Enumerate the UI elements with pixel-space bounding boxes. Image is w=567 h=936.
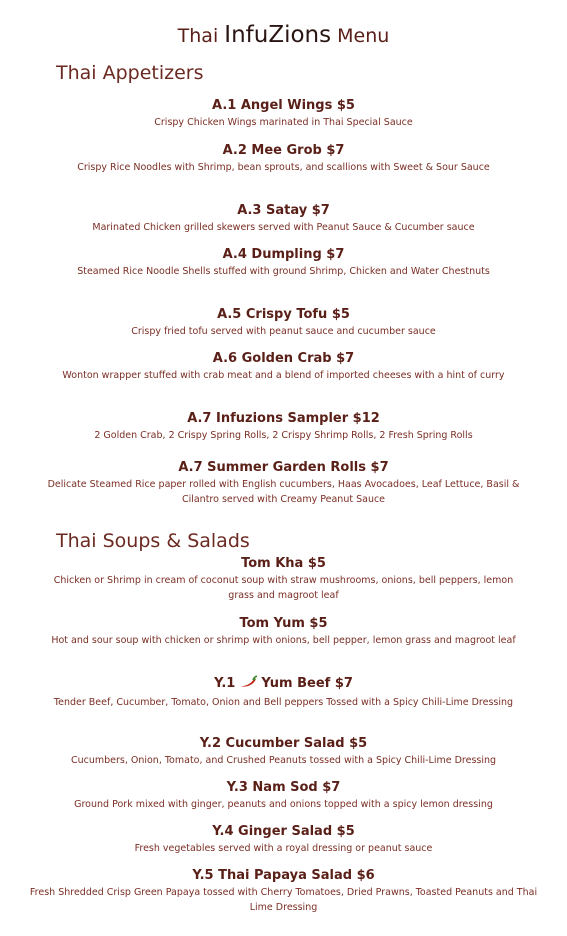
menu-item <box>40 410 527 443</box>
item-description: Wonton wrapper stuffed with crab meat and a blend of imported cheeses with a hint of curry <box>62 370 505 381</box>
menu-title <box>0 22 567 48</box>
menu-item <box>40 823 527 856</box>
item-description: Crispy Rice Noodles with Shrimp, bean sprouts, and scallions with Sweet & Sour Sauce <box>77 162 490 173</box>
item-description: Crispy fried tofu served with peanut sauce and cucumber sauce <box>131 326 436 337</box>
item-description: Ground Pork mixed with ginger, peanuts and onions topped with a spicy lemon dressing <box>74 799 493 810</box>
menu-item <box>40 246 527 279</box>
item-code: Y.1 <box>214 676 236 691</box>
item-description: Steamed Rice Noodle Shells stuffed with ground Shrimp, Chicken and Water Chestnuts <box>77 266 490 277</box>
menu-item <box>40 555 527 603</box>
item-name: Y.2 Cucumber Salad $5 <box>199 736 368 751</box>
menu-title-prefix: Thai <box>177 25 219 47</box>
item-name: A.7 Infuzions Sampler $12 <box>187 411 380 426</box>
menu-item <box>40 97 527 130</box>
chili-pepper-icon <box>238 675 258 694</box>
item-description: Crispy Chicken Wings marinated in Thai Special Sauce <box>154 117 413 128</box>
soups-salads-heading: Thai Soups & Salads <box>56 530 250 552</box>
item-name: Y.3 Nam Sod $7 <box>226 780 341 795</box>
item-description: Fresh vegetables served with a royal dressing or peanut sauce <box>134 843 433 854</box>
item-name: A.5 Crispy Tofu $5 <box>217 307 350 322</box>
menu-item <box>40 350 527 383</box>
item-description: Tender Beef, Cucumber, Tomato, Onion and Bell peppers Tossed with a Spicy Chili-Lime Dressing <box>53 697 514 708</box>
item-name: Y.5 Thai Papaya Salad $6 <box>192 868 375 883</box>
item-name: Tom Yum $5 <box>239 616 328 631</box>
item-description: Cucumbers, Onion, Tomato, and Crushed Peanuts tossed with a Spicy Chili-Lime Dressing <box>70 755 497 766</box>
item-name: A.7 Summer Garden Rolls $7 <box>178 460 389 475</box>
item-name <box>40 675 527 694</box>
item-name: A.4 Dumpling $7 <box>222 247 345 262</box>
item-description: Chicken or Shrimp in cream of coconut soup with straw mushrooms, onions, bell peppers, lemon grass and magroot leaf <box>53 575 514 601</box>
item-description: Marinated Chicken grilled skewers served with Peanut Sauce & Cucumber sauce <box>92 222 475 233</box>
menu-title-suffix: Menu <box>337 25 390 47</box>
item-name: A.6 Golden Crab $7 <box>212 351 355 366</box>
item-description: Hot and sour soup with chicken or shrimp with onions, bell pepper, lemon grass and magroot leaf <box>51 635 516 646</box>
menu-item <box>40 735 527 768</box>
menu-item <box>40 202 527 235</box>
menu-item <box>40 675 527 710</box>
menu-item <box>40 306 527 339</box>
menu-item <box>29 867 538 915</box>
restaurant-name: InfuZions <box>224 22 332 48</box>
item-description: 2 Golden Crab, 2 Crispy Spring Rolls, 2 Crispy Shrimp Rolls, 2 Fresh Spring Rolls <box>94 430 473 441</box>
item-name: Y.4 Ginger Salad $5 <box>212 824 355 839</box>
item-description: Delicate Steamed Rice paper rolled with English cucumbers, Haas Avocadoes, Leaf Lettuce, Basil & Cilantro served with Creamy Peanut Sauce <box>47 479 520 505</box>
menu-item <box>40 142 527 175</box>
item-name: Tom Kha $5 <box>241 556 326 571</box>
item-description: Fresh Shredded Crisp Green Papaya tossed with Cherry Tomatoes, Dried Prawns, Toasted Peanuts and Thai Lime Dressing <box>29 887 538 913</box>
item-title: Yum Beef $7 <box>261 676 353 691</box>
appetizers-heading: Thai Appetizers <box>56 62 204 84</box>
item-name: A.2 Mee Grob $7 <box>222 143 345 158</box>
menu-item <box>40 459 527 507</box>
menu-item <box>40 615 527 648</box>
item-name: A.3 Satay $7 <box>237 203 330 218</box>
item-name: A.1 Angel Wings $5 <box>212 98 355 113</box>
menu-item <box>40 779 527 812</box>
